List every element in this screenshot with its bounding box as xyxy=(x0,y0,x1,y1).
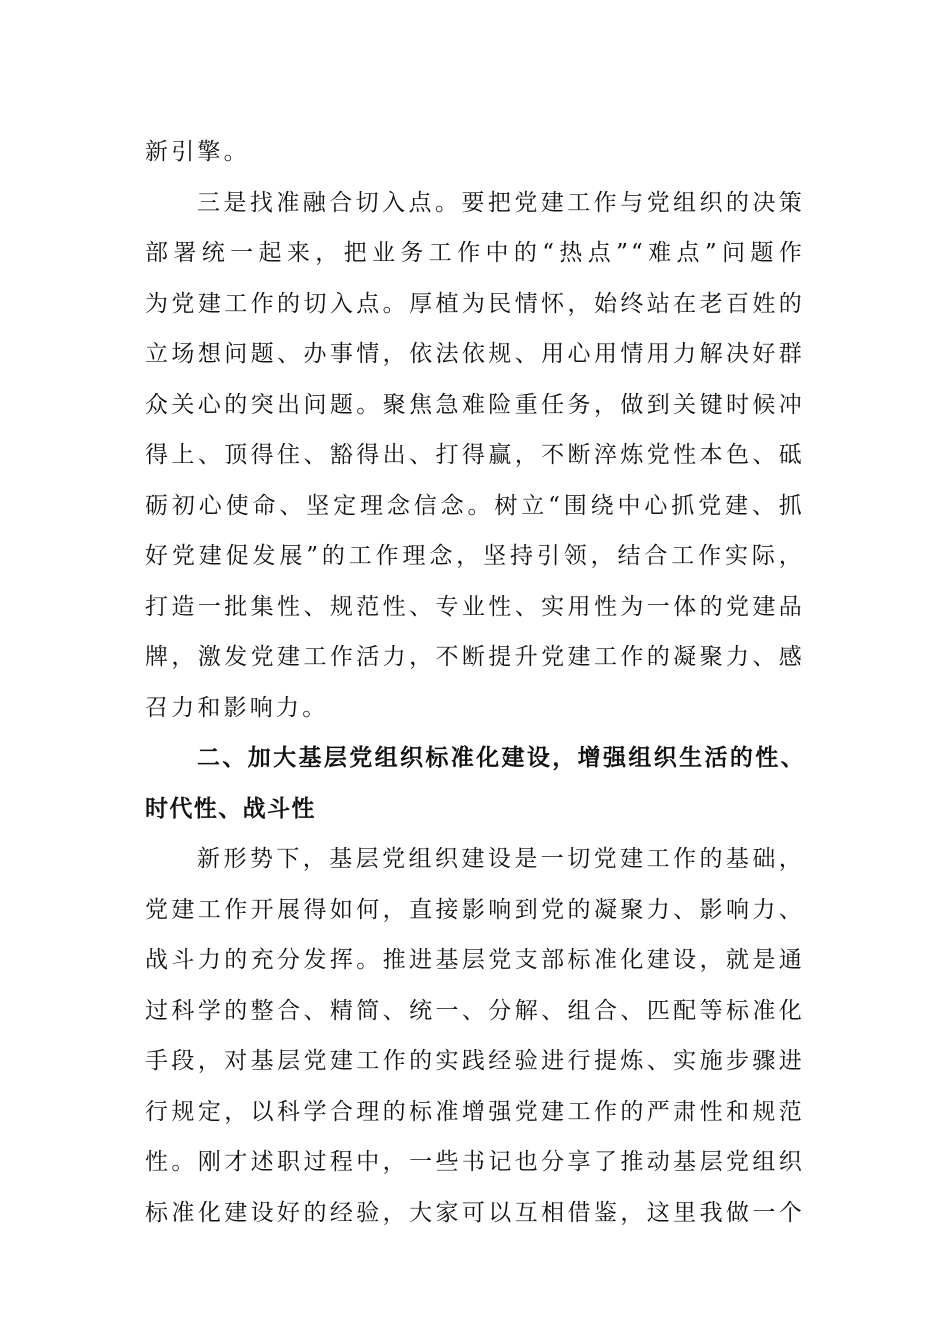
text-line: 部署统一起来，把业务工作中的“热点”“难点”问题作 xyxy=(145,240,805,266)
text-line: 牌，激发党建工作活力，不断提升党建工作的凝聚力、感 xyxy=(145,644,805,670)
text-line: 三是找准融合切入点。要把党建工作与党组织的决策 xyxy=(197,189,805,216)
text-line: 党建工作开展得如何，直接影响到党的凝聚力、影响力、 xyxy=(145,896,805,923)
text-line: 召力和影响力。 xyxy=(145,694,329,721)
text-line: 标准化建设好的经验，大家可以互相借鉴，这里我做一个 xyxy=(145,1199,805,1226)
text-line: 立场想问题、办事情，依法依规、用心用情用力解决好群 xyxy=(145,341,805,367)
text-line: 砺初心使命、坚定理念信念。树立“围绕中心抓党建、抓 xyxy=(145,492,805,519)
document-body xyxy=(145,127,805,1238)
section-heading: 二、加大基层党组织标准化建设，增强组织生活的性、 xyxy=(197,745,805,771)
text-line: 过科学的整合、精简、统一、分解、组合、匹配等标准化 xyxy=(145,997,805,1024)
text-line: 战斗力的充分发挥。推进基层党支部标准化建设，就是通 xyxy=(145,947,805,973)
text-line: 性。刚才述职过程中，一些书记也分享了推动基层党组织 xyxy=(145,1149,805,1175)
text-line: 好党建促发展”的工作理念，坚持引领，结合工作实际， xyxy=(145,543,805,569)
text-line: 新引擎。 xyxy=(145,139,250,165)
text-line: 新形势下，基层党组织建设是一切党建工作的基础， xyxy=(197,846,805,872)
text-line: 行规定，以科学合理的标准增强党建工作的严肃性和规范 xyxy=(145,1098,805,1125)
text-line: 为党建工作的切入点。厚植为民情怀，始终站在老百姓的 xyxy=(145,290,805,317)
text-line: 手段，对基层党建工作的实践经验进行提炼、实施步骤进 xyxy=(145,1048,805,1074)
text-line: 众关心的突出问题。聚焦急难险重任务，做到关键时候冲 xyxy=(145,391,805,418)
text-line: 打造一批集性、规范性、专业性、实用性为一体的党建品 xyxy=(145,593,805,620)
text-line: 得上、顶得住、豁得出、打得赢，不断淬炼党性本色、砥 xyxy=(145,442,805,468)
section-heading: 时代性、战斗性 xyxy=(145,795,316,822)
